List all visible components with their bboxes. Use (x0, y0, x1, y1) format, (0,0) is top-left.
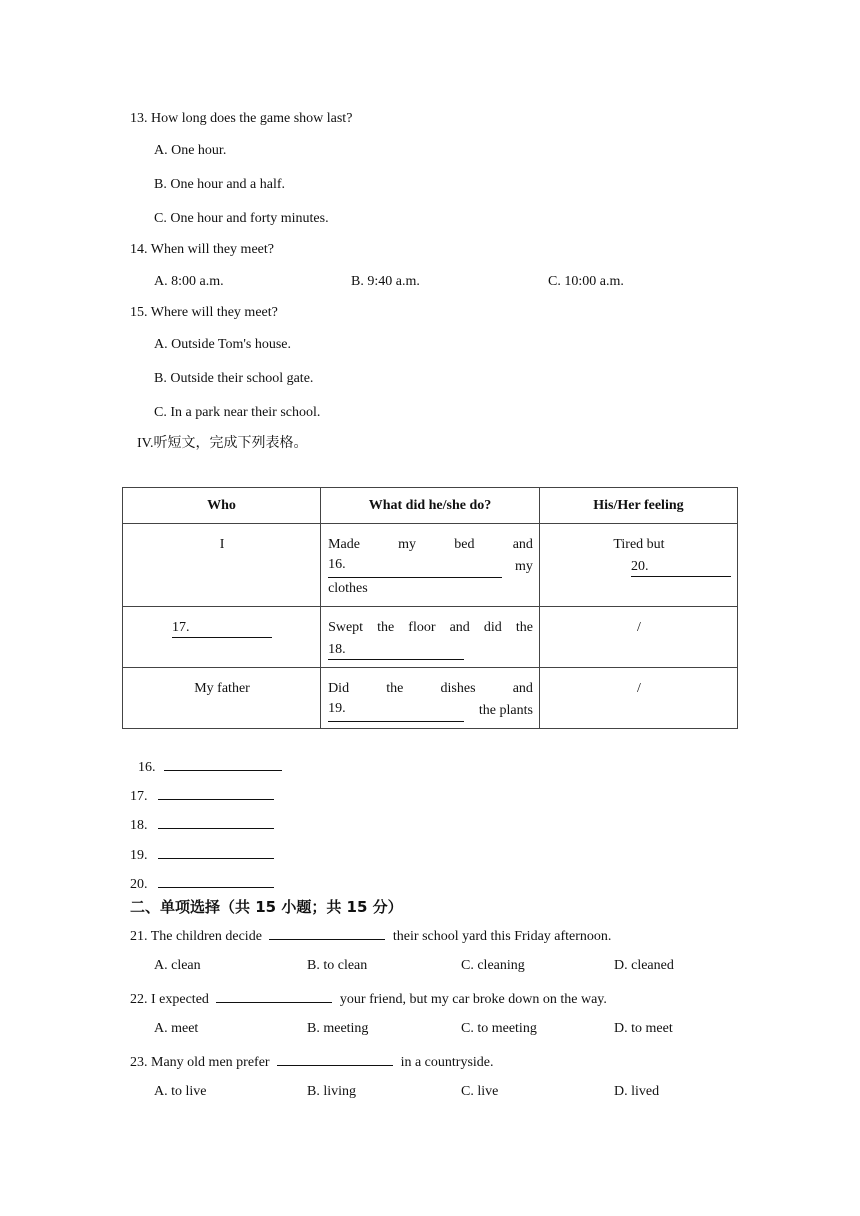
q21-blank[interactable] (269, 925, 385, 940)
q14-option-c: C. 10:00 a.m. (548, 274, 624, 289)
q14-option-a: A. 8:00 a.m. (154, 274, 224, 289)
answer-blank-17[interactable] (158, 785, 274, 800)
q15-question: 15. Where will they meet? (130, 305, 278, 320)
table-row (123, 668, 738, 729)
row3-who-cell (123, 668, 321, 729)
row1-did-line2: 16. my (328, 556, 533, 578)
section2-title: 二、单项选择（共 15 小题；共 15 分） (130, 898, 403, 916)
table-row (123, 607, 738, 668)
row2-did-line1: Swept the floor and did the (328, 620, 533, 635)
q23-option-d: D. lived (614, 1084, 660, 1099)
row2-who-cell (123, 607, 321, 668)
q22-question: 22. I expected your friend, but my car broke down on the way. (130, 988, 607, 1009)
q13-option-b: B. One hour and a half. (154, 177, 286, 192)
q21-option-c: C. cleaning (461, 958, 525, 973)
q13-option-a: A. One hour. (154, 143, 227, 158)
answer-line-17: 17. (130, 785, 274, 806)
row3-did-line1: Did the dishes and (328, 681, 533, 696)
blank-20[interactable]: 20. (631, 558, 731, 577)
q13-question: 13. How long does the game show last? (130, 111, 353, 126)
listening-table (122, 487, 738, 729)
q23-option-a: A. to live (154, 1084, 207, 1099)
answer-blank-18[interactable] (158, 814, 274, 829)
row1-did-cell (321, 524, 540, 607)
q21-question: 21. The children decide their school yard this Friday afternoon. (130, 925, 611, 946)
row1-feeling-cell (539, 524, 737, 607)
blank-16[interactable]: 16. (328, 556, 502, 578)
answer-blank-16[interactable] (164, 756, 282, 771)
row2-feeling-cell (539, 607, 737, 668)
section4-title: IV.听短文，完成下列表格。 (137, 436, 308, 451)
header-who: Who (123, 488, 321, 524)
answer-line-19: 19. (130, 844, 274, 865)
row1-did-line1: Made my bed and (328, 537, 533, 552)
q23-question: 23. Many old men prefer in a countryside. (130, 1051, 494, 1072)
table-header-row (123, 488, 738, 524)
q15-option-c: C. In a park near their school. (154, 405, 321, 420)
row3-feeling: / (637, 681, 641, 696)
answer-line-20: 20. (130, 873, 274, 894)
row3-did-cell: Did the dishes and 19. the plants (321, 668, 540, 729)
row2-did-cell (321, 607, 540, 668)
row1-who-cell (123, 524, 321, 607)
q21-option-b: B. to clean (307, 958, 368, 973)
q15-option-a: A. Outside Tom's house. (154, 337, 292, 352)
answer-blank-19[interactable] (158, 844, 274, 859)
q23-option-b: B. living (307, 1084, 357, 1099)
row1-did-line3: clothes (328, 581, 368, 596)
q22-option-d: D. to meet (614, 1021, 673, 1036)
q13-option-c: C. One hour and forty minutes. (154, 211, 329, 226)
q14-question: 14. When will they meet? (130, 242, 274, 257)
answer-blank-20[interactable] (158, 873, 274, 888)
blank-17[interactable]: 17. (172, 619, 272, 638)
q15-option-b: B. Outside their school gate. (154, 371, 314, 386)
q14-option-b: B. 9:40 a.m. (351, 274, 420, 289)
q21-option-a: A. clean (154, 958, 201, 973)
blank-18[interactable]: 18. (328, 641, 464, 660)
q22-blank[interactable] (216, 988, 332, 1003)
q22-option-a: A. meet (154, 1021, 199, 1036)
table-row (123, 524, 738, 607)
answer-line-18: 18. (130, 814, 274, 835)
q23-blank[interactable] (277, 1051, 393, 1066)
row1-who: I (219, 537, 225, 552)
q23-option-c: C. live (461, 1084, 499, 1099)
row3-feeling-cell (539, 668, 737, 729)
q22-option-b: B. meeting (307, 1021, 369, 1036)
row1-feeling: Tired but (613, 537, 665, 552)
blank-19[interactable]: 19. (328, 700, 464, 722)
header-what: What did he/she do? (321, 488, 540, 524)
row2-feeling: / (637, 620, 641, 635)
header-feeling: His/Her feeling (539, 488, 737, 524)
q21-option-d: D. cleaned (614, 958, 674, 973)
answer-line-16: 16. (138, 756, 282, 777)
row3-who: My father (194, 681, 250, 696)
q22-option-c: C. to meeting (461, 1021, 537, 1036)
